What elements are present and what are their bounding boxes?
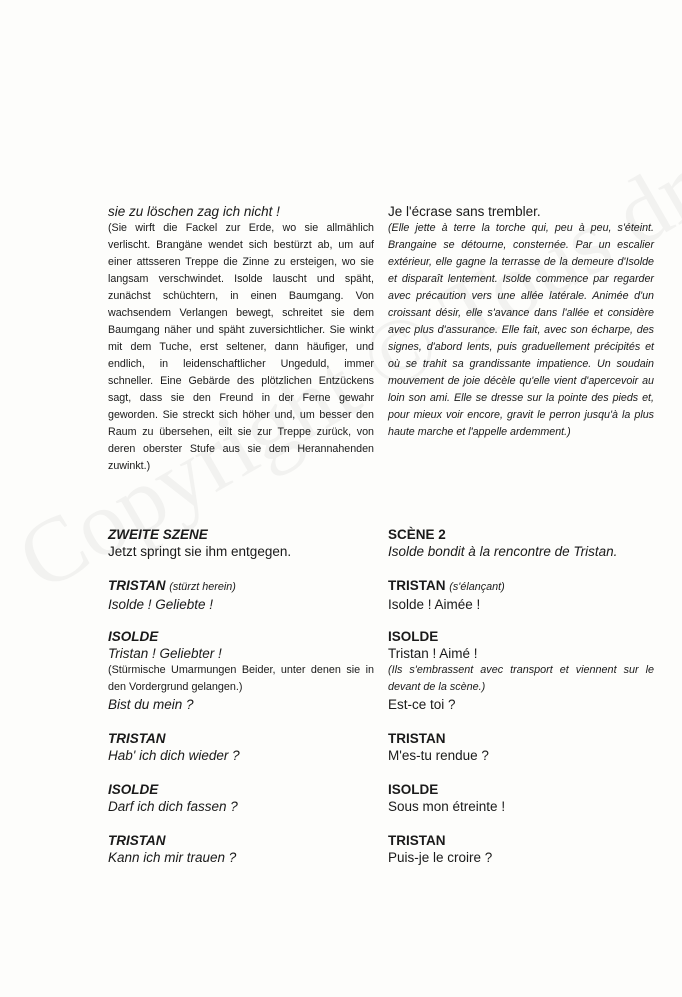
speaker-name: ISOLDE (108, 629, 159, 644)
speaker-name: ISOLDE (388, 782, 439, 797)
french-isolde-2 (388, 781, 654, 815)
stage-direction: (Ils s'embrassent avec transport et viennent sur le devant de la scène.) (388, 664, 654, 693)
dialogue-line: Puis-je le croire ? (388, 850, 493, 865)
german-tristan-3 (108, 832, 374, 866)
french-tristan-2 (388, 730, 654, 764)
german-stage-direction: (Sie wirft die Fackel zur Erde, wo sie allmählich verlischt. Brangäne wendet sich bestürzt ab, um auf einer attsseren Treppe die Zinne zu ersteigen, wo sie langsam verschwindet. Isolde lauscht und späht, zunächst schüchtern, in einen Baumgang. Von wachsendem Verlangen bewegt, schreitet sie dem Baumgang näher und späht zuversichtlicher. Sie winkt mit dem Tuche, erst seltener, dann häufiger, und endlich, in leidenschaftlicher Ungeduld, immer schneller. Eine Gebärde des plötzlichen Entzückens sagt, dass sie den Freund in der Ferne gewahr geworden. Sie streckt sich höher und, um besser den Raum zu übersehen, eilt sie zur Treppe zurück, von deren oberster Stufe aus sie dem Herannahenden zuwinkt.) (108, 222, 374, 472)
german-tristan-1 (108, 577, 374, 613)
speaker-name: TRISTAN (108, 731, 166, 746)
french-tristan-1 (388, 577, 654, 613)
dialogue-line: Est-ce toi ? (388, 697, 456, 712)
dialogue-line: Tristan ! Geliebter ! (108, 646, 222, 661)
french-stage-direction: (Elle jette à terre la torche qui, peu à peu, s'éteint. Brangaine se détourne, consternée. Par un escalier extérieur, elle gagne la terrasse de la demeure d'Isolde et disparaît lentement. Isolde commence par regarder avec précaution vers une allée latérale. Animée d'un croissant désir, elle s'avance dans l'allée et considère avec plus d'assurance. Elle fait, avec son écharpe, des signes, d'abord lents, puis graduellement précipités et où se trahit sa grandissante impatience. Un soudain mouvement de joie décèle qu'elle vient d'apercevoir au loin son ami. Elle se dresse sur la pointe des pieds et, pour mieux voir encore, gravit le perron jusqu'à la plus haute marche et l'appelle ardemment.) (388, 222, 654, 438)
dialogue-line: Isolde ! Aimée ! (388, 597, 481, 612)
french-intro-line: Je l'écrase sans trembler. (388, 204, 541, 219)
french-scene-title: SCÈNE 2 (388, 527, 446, 542)
dialogue-line: M'es-tu rendue ? (388, 748, 489, 763)
german-scene-heading (108, 526, 374, 560)
dialogue-line: Tristan ! Aimé ! (388, 646, 478, 661)
stage-direction-inline: (stürzt herein) (169, 581, 236, 593)
french-scene-heading (388, 526, 654, 560)
german-scene-line: Jetzt springt sie ihm entgegen. (108, 544, 292, 559)
german-isolde-1 (108, 628, 374, 713)
stage-direction: (Stürmische Umarmungen Beider, unter denen sie in den Vordergrund gelangen.) (108, 664, 374, 693)
dialogue-line: Darf ich dich fassen ? (108, 799, 238, 814)
speaker-name: TRISTAN (388, 833, 446, 848)
french-column (388, 204, 654, 441)
german-scene-title: ZWEITE SZENE (108, 527, 208, 542)
dialogue-line: Kann ich mir trauen ? (108, 850, 237, 865)
speaker-name: ISOLDE (388, 629, 439, 644)
dialogue-line: Isolde ! Geliebte ! (108, 597, 214, 612)
stage-direction-inline: (s'élançant) (449, 581, 505, 593)
speaker-name: TRISTAN (388, 731, 446, 746)
speaker-name: TRISTAN (108, 578, 166, 593)
german-isolde-2 (108, 781, 374, 815)
french-scene-line: Isolde bondit à la rencontre de Tristan. (388, 544, 618, 559)
speaker-name: TRISTAN (388, 578, 446, 593)
german-tristan-2 (108, 730, 374, 764)
french-tristan-3 (388, 832, 654, 866)
german-intro-line: sie zu löschen zag ich nicht ! (108, 204, 280, 219)
dialogue-line: Sous mon étreinte ! (388, 799, 506, 814)
french-isolde-1 (388, 628, 654, 713)
dialogue-line: Bist du mein ? (108, 697, 194, 712)
speaker-name: ISOLDE (108, 782, 159, 797)
speaker-name: TRISTAN (108, 833, 166, 848)
german-column (108, 204, 374, 475)
dialogue-line: Hab' ich dich wieder ? (108, 748, 240, 763)
